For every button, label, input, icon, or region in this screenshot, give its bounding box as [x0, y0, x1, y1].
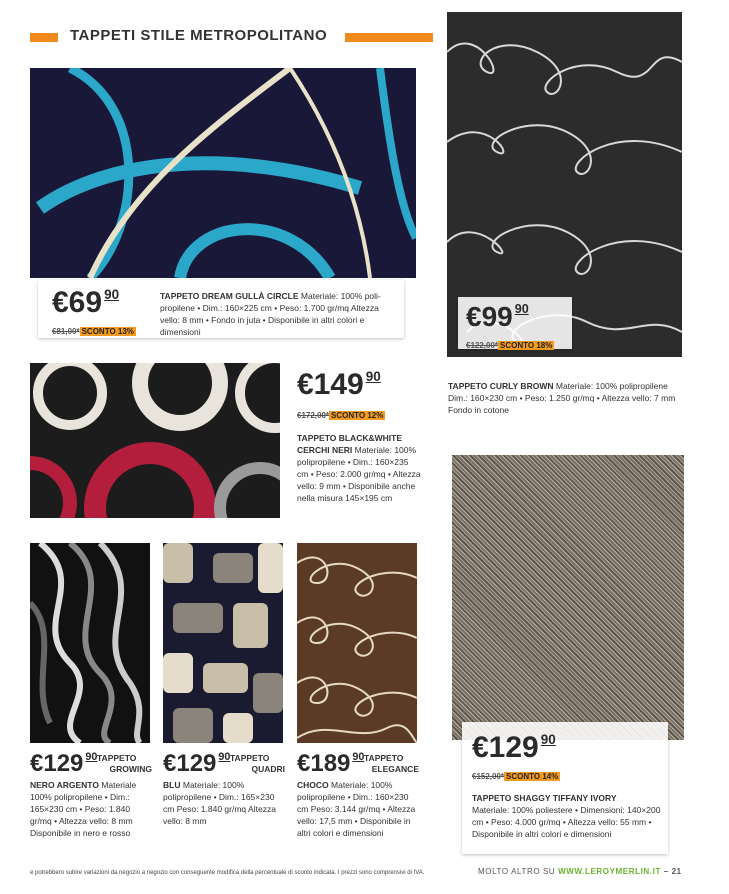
desc-dream: TAPPETO DREAM GULLÀ CIRCLE Materiale: 100% poli-propilene • Dim.: 160×225 cm • Peso: 1.700 gr/mq Altezza vello: 8 mm • Fondo in juta • Disponibile in altri colori e dimensioni	[160, 291, 381, 337]
name-growing: TAPPETO GROWING	[97, 753, 152, 774]
footer-note: e potrebbero subire variazioni da negozio a negozio con conseguente modifica della percentuale di sconto indicata. I prezzi sono comprensivi di IVA.	[30, 870, 425, 876]
old-price-curly: €122,00* SCONTO 18%	[466, 341, 553, 350]
price-curly: €99 $^{90}$	[466, 301, 529, 332]
rug-image-elegance	[297, 543, 417, 743]
header-bar-right	[345, 33, 433, 42]
rug-image-shaggy	[452, 455, 684, 740]
old-price-black-white: €172,00* SCONTO 12%	[297, 411, 384, 420]
desc-curly: TAPPETO CURLY BROWN Materiale: 100% polipropilene Dim.: 160×230 cm • Peso: 1.250 gr/mq • Altezza vello: 7 mm Fondo in cotone	[448, 381, 676, 415]
name-elegance: TAPPETO ELEGANCE	[364, 753, 419, 774]
price-dream: €69 $^{90}$	[52, 286, 120, 319]
desc-quadri: BLU Materiale: 100% polipropilene • Dim.: 165×230 cm Peso: 1.840 gr/mq Altezza vello: 8 mm	[163, 780, 276, 826]
price-quadri: €129 $^{90}$	[163, 750, 231, 777]
page-title: TAPPETI STILE METROPOLITANO	[64, 27, 333, 44]
footer-site: MOLTO ALTRO SU WWW.LEROYMERLIN.IT – 21	[478, 867, 682, 876]
desc-growing: NERO ARGENTO Materiale 100% polipropilene • Dim.: 165×230 cm • Peso: 1.840 gr/mq • Altezza vello: 8 mm Disponibile in nero e rosso	[30, 780, 137, 838]
rug-image-growing	[30, 543, 150, 743]
name-quadri: TAPPETO QUADRI	[230, 753, 285, 774]
desc-shaggy: TAPPETO SHAGGY TIFFANY IVORY Materiale: 100% poliestere • Dimensioni: 140×200 cm • Peso: 4.000 gr/mq • Altezza vello: 55 mm • Disponibile in altri colori e dimensioni	[472, 793, 661, 839]
price-growing: €129 $^{90}$	[30, 750, 98, 777]
price-shaggy: €129 $^{90}$	[472, 731, 556, 764]
site-link[interactable]: WWW.LEROYMERLIN.IT	[558, 867, 661, 876]
price-black-white: €149 $^{90}$	[297, 368, 381, 401]
page-number: – 21	[663, 867, 682, 876]
rug-image-quadri	[163, 543, 283, 743]
desc-black-white: TAPPETO BLACK&WHITE CERCHI NERI Materiale: 100% polipropilene • Dim.: 160×235 cm • Peso: 2.000 gr/mq • Altezza vello: 9 mm • Disponibile anche nella misura 145×195 cm	[297, 433, 421, 503]
rug-image-black-white	[30, 363, 280, 518]
rug-image-dream-circle	[30, 68, 416, 278]
old-price-shaggy: €152,00* SCONTO 14%	[472, 772, 559, 781]
header-bar-left	[30, 33, 58, 42]
desc-elegance: CHOCO Materiale: 100% polipropilene • Dim.: 160×230 cm Peso: 3.144 gr/mq • Altezza vello: 17,5 mm • Disponibile in altri colori e dimensioni	[297, 780, 416, 838]
price-elegance: €189 $^{90}$	[297, 750, 365, 777]
old-price-dream: €81,00* SCONTO 13%	[52, 327, 134, 336]
